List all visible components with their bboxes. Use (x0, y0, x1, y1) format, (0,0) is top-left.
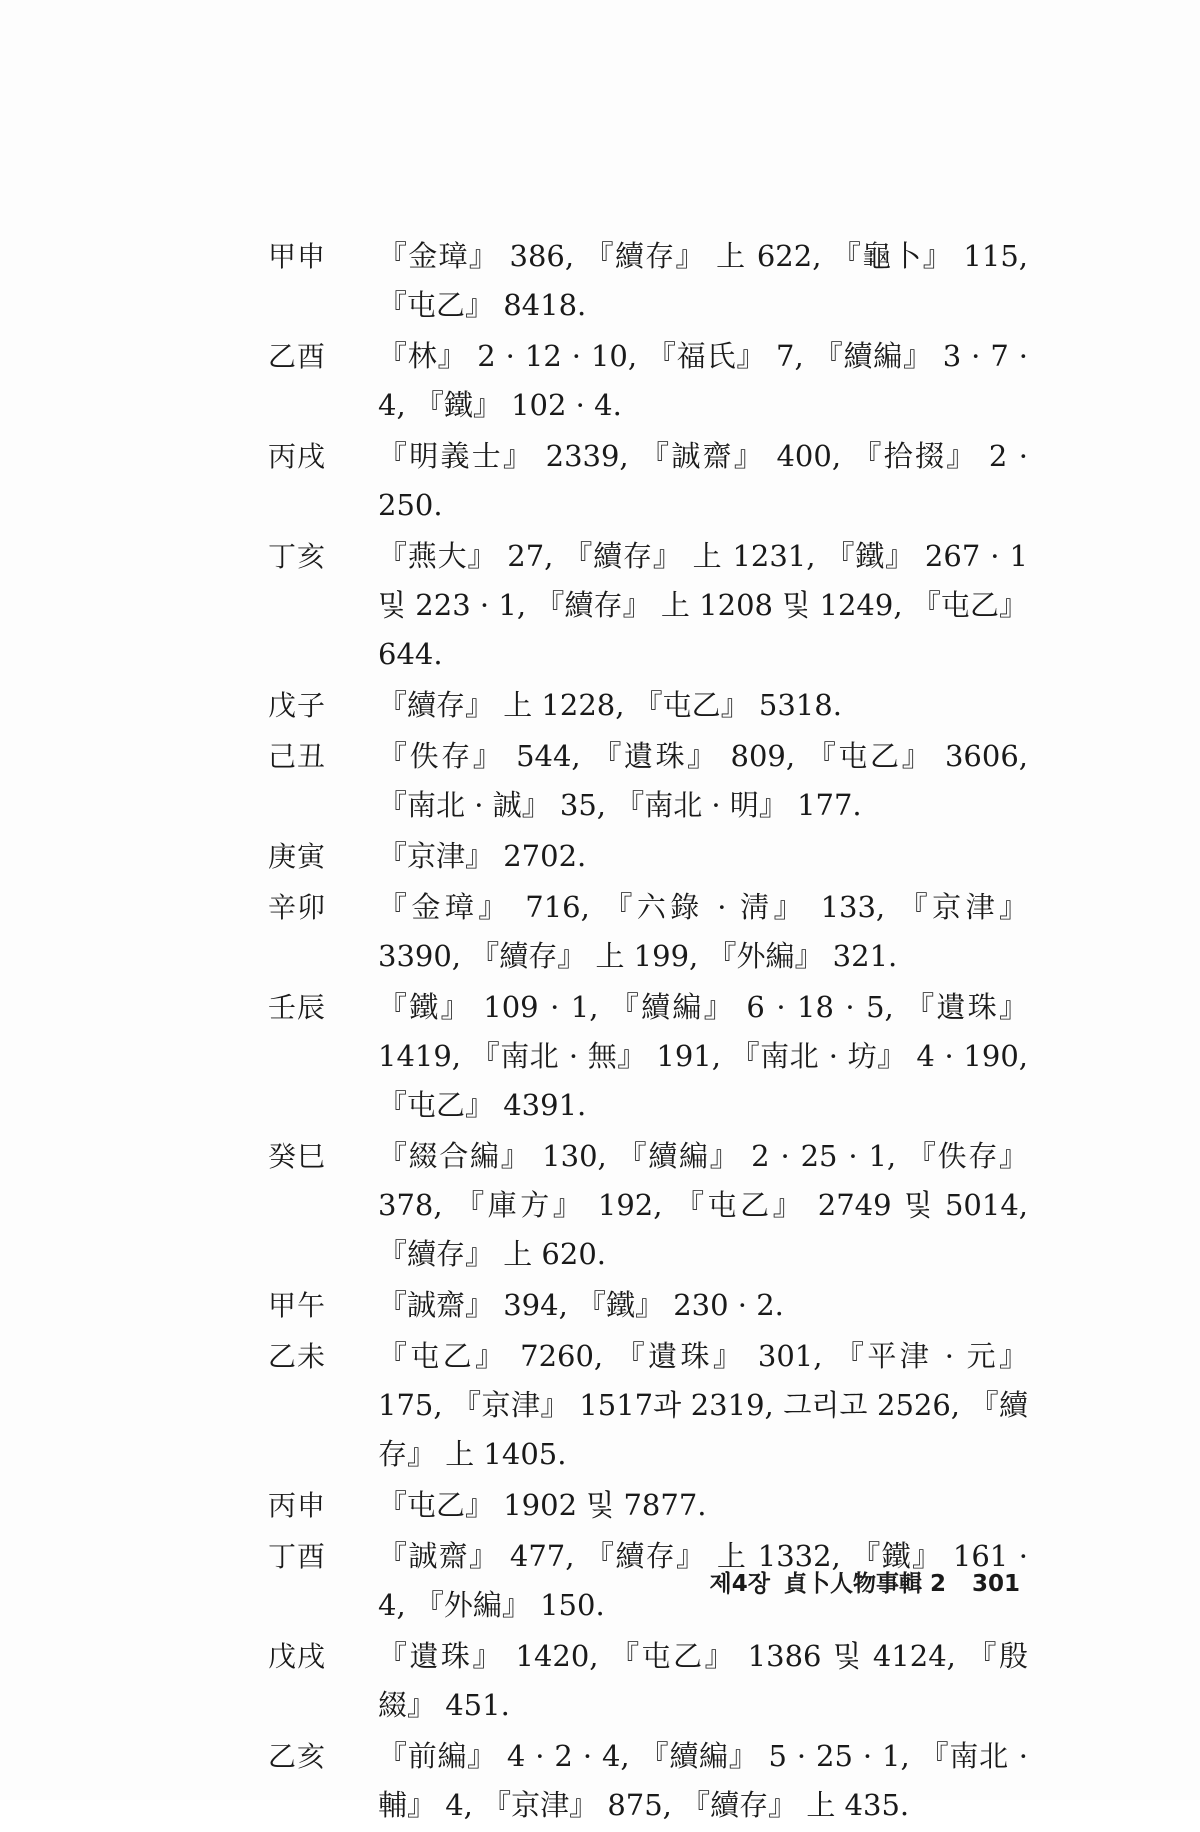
entry-label: 丙申 (268, 1489, 327, 1522)
entry-label: 丙戌 (268, 440, 327, 473)
entry-label: 癸巳 (268, 1140, 327, 1173)
entry-refs: 『遺珠』 1420, 『屯乙』 1386 및 4124, 『殷綴』 451. (378, 1639, 1028, 1722)
entry (268, 232, 1028, 330)
entry-label: 丁亥 (268, 540, 327, 573)
entry-label: 丁酉 (268, 1540, 327, 1573)
footer-title: 貞卜人物事輯 2 (783, 1571, 946, 1597)
entry (268, 732, 1028, 830)
entry-refs: 『燕大』 27, 『續存』 上 1231, 『鐵』 267 · 1 및 223 · 1, 『續存』 上 1208 및 1249, 『屯乙』 644. (378, 539, 1028, 671)
entry-label: 乙未 (268, 1340, 327, 1373)
entry-label: 甲申 (268, 240, 327, 273)
entry-refs: 『誠齋』 394, 『鐵』 230 · 2. (378, 1288, 784, 1322)
entry-refs: 『屯乙』 1902 및 7877. (378, 1488, 707, 1522)
entry-refs: 『綴合編』 130, 『續編』 2 · 25 · 1, 『佚存』 378, 『庫方』 192, 『屯乙』 2749 및 5014, 『續存』 上 620. (378, 1139, 1028, 1271)
entry-label: 壬辰 (268, 991, 327, 1024)
entry-refs: 『京津』 2702. (378, 839, 587, 873)
entry-refs: 『林』 2 · 12 · 10, 『福氏』 7, 『續編』 3 · 7 · 4, 『鐵』 102 · 4. (378, 339, 1028, 422)
entry-label: 庚寅 (268, 840, 327, 873)
entry (268, 983, 1028, 1130)
entry (268, 1732, 1028, 1830)
entry (268, 1481, 1028, 1530)
entry-label: 己丑 (268, 740, 327, 773)
entry-label: 甲午 (268, 1289, 327, 1322)
entry (268, 1332, 1028, 1479)
entry-label: 戊戌 (268, 1640, 327, 1673)
entry-refs: 『鐵』 109 · 1, 『續編』 6 · 18 · 5, 『遺珠』 1419, 『南北 · 無』 191, 『南北 · 坊』 4 · 190, 『屯乙』 4391. (378, 990, 1028, 1122)
entry-refs: 『續存』 上 1228, 『屯乙』 5318. (378, 688, 842, 722)
entry-label: 乙亥 (268, 1740, 327, 1773)
entry-refs: 『屯乙』 7260, 『遺珠』 301, 『平津 · 元』 175, 『京津』 1517과 2319, 그리고 2526, 『續存』 上 1405. (378, 1339, 1028, 1471)
running-footer (700, 1565, 1020, 1598)
entry (268, 681, 1028, 730)
entry-refs: 『金璋』 716, 『六錄 · 淸』 133, 『京津』 3390, 『續存』 上 199, 『外編』 321. (378, 890, 1028, 973)
entry-label: 辛卯 (268, 891, 327, 924)
entry (268, 883, 1028, 981)
entry (268, 1132, 1028, 1279)
entry-label: 戊子 (268, 689, 327, 722)
entry-refs: 『誠齋』 477, 『續存』 上 1332, 『鐵』 161 · 4, 『外編』 150. (378, 1539, 1028, 1622)
entry (268, 432, 1028, 530)
entry (268, 832, 1028, 881)
entry (268, 332, 1028, 430)
entry (268, 1281, 1028, 1330)
entry (268, 1632, 1028, 1730)
entry-refs: 『佚存』 544, 『遺珠』 809, 『屯乙』 3606, 『南北 · 誠』 35, 『南北 · 明』 177. (378, 739, 1028, 822)
entry-refs: 『金璋』 386, 『續存』 上 622, 『龜卜』 115, 『屯乙』 8418. (378, 239, 1028, 322)
entry-label: 乙酉 (268, 340, 327, 373)
entry (268, 532, 1028, 679)
footer-chapter: 제4장 (709, 1571, 770, 1597)
entry-refs: 『明義士』 2339, 『誠齋』 400, 『拾掇』 2 · 250. (378, 439, 1028, 522)
entry-refs: 『前編』 4 · 2 · 4, 『續編』 5 · 25 · 1, 『南北 · 輔』 4, 『京津』 875, 『續存』 上 435. (378, 1739, 1028, 1822)
page-number: 301 (971, 1571, 1020, 1597)
